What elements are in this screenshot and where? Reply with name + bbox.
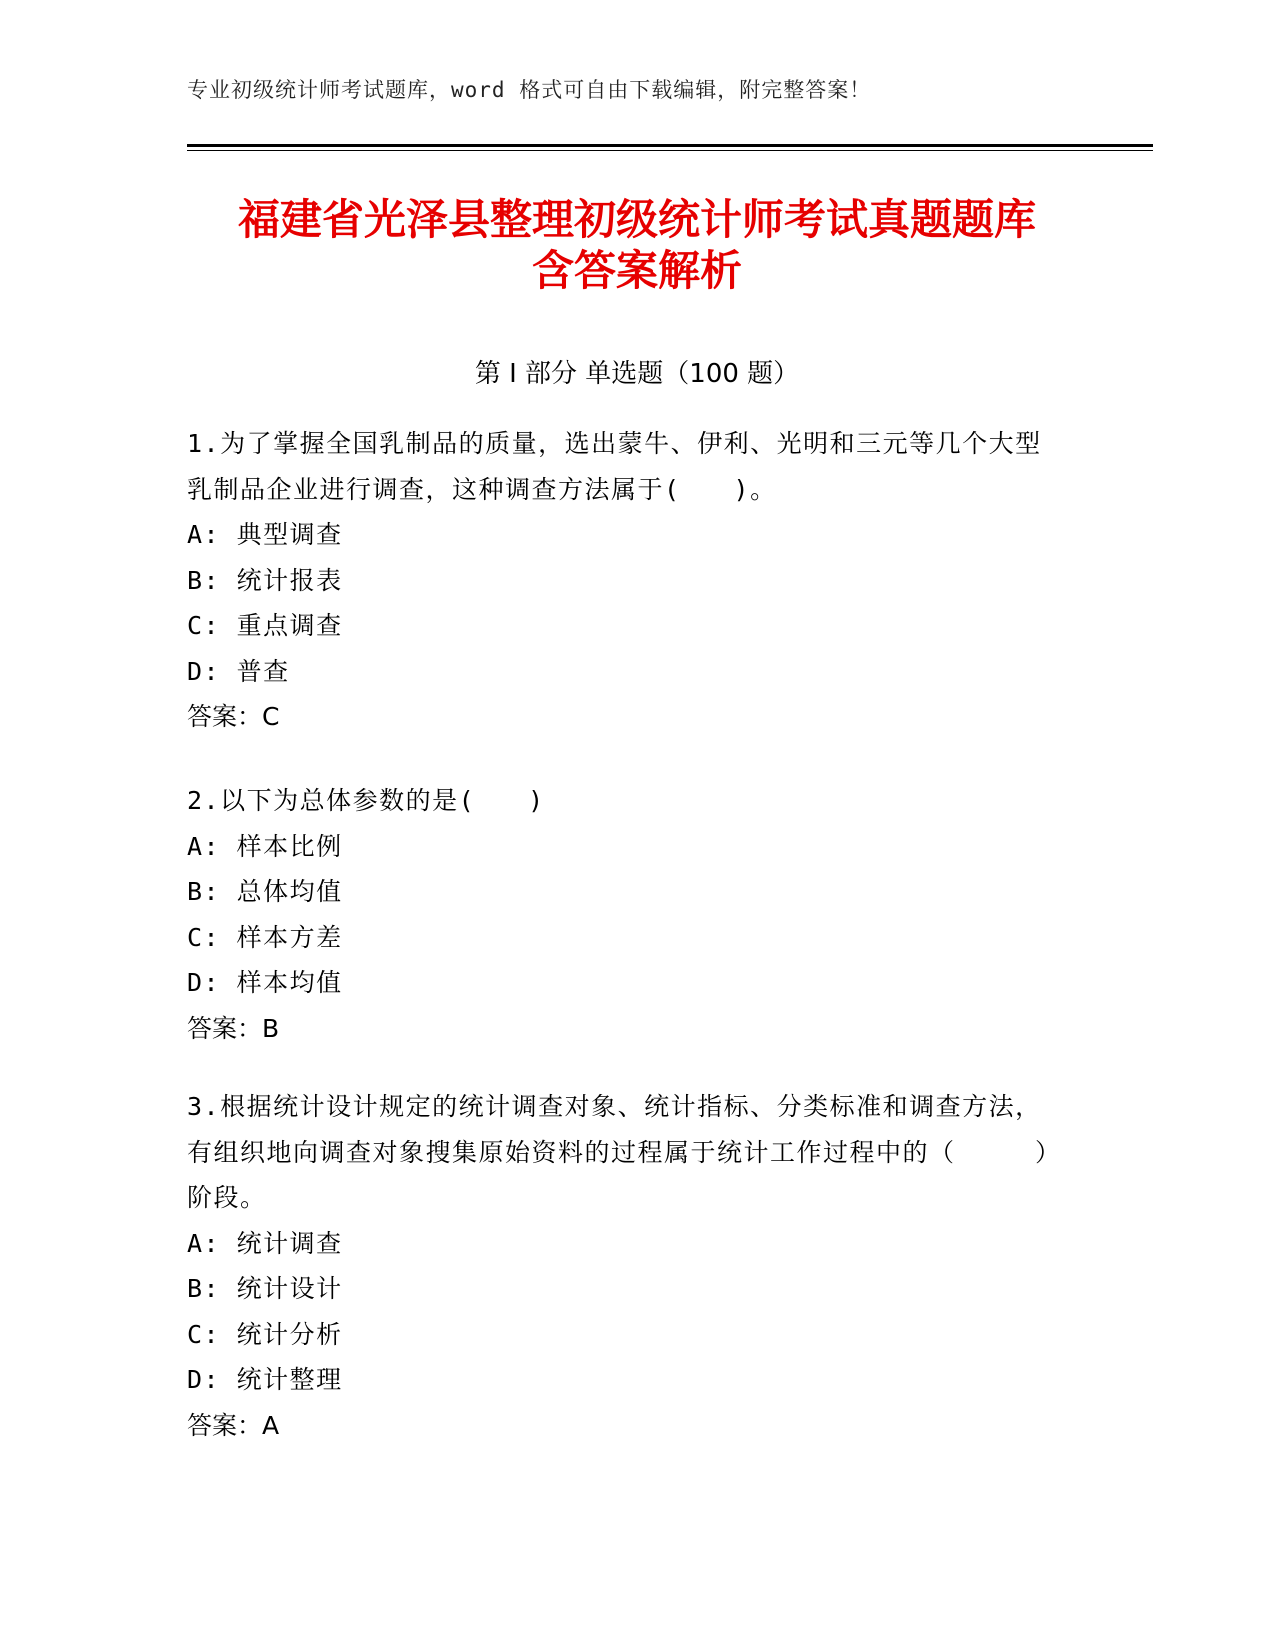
section-title: 第 I 部分 单选题（100 题） bbox=[474, 359, 800, 389]
option-d: D: 普查 bbox=[187, 656, 290, 686]
header-note: 专业初级统计师考试题库，word 格式可自由下载编辑，附完整答案！ bbox=[187, 78, 872, 102]
option-b: B: 统计报表 bbox=[187, 565, 343, 595]
question-2 bbox=[187, 778, 1067, 1051]
document-title-line-2: 含答案解析 bbox=[531, 246, 742, 295]
header-rule-thin bbox=[187, 150, 1153, 151]
option-d: D: 统计整理 bbox=[187, 1365, 343, 1394]
answer: 答案：C bbox=[187, 702, 280, 731]
document-title bbox=[187, 194, 1087, 296]
option-c: C: 重点调查 bbox=[187, 611, 343, 640]
question-3 bbox=[187, 1084, 1067, 1448]
option-c: C: 样本方差 bbox=[187, 922, 343, 952]
header-rule-thick bbox=[187, 144, 1153, 147]
answer: 答案：A bbox=[187, 1410, 280, 1440]
question-1 bbox=[187, 421, 1067, 740]
option-a: A: 典型调查 bbox=[187, 520, 343, 549]
document-title-line-1: 福建省光泽县整理初级统计师考试真题题库 bbox=[237, 195, 1036, 244]
option-a: A: 样本比例 bbox=[187, 831, 343, 861]
answer: 答案：B bbox=[187, 1013, 280, 1043]
option-a: A: 统计调查 bbox=[187, 1228, 343, 1258]
option-d: D: 样本均值 bbox=[187, 968, 343, 997]
option-b: B: 统计设计 bbox=[187, 1274, 343, 1303]
question-stem: 1.为了掌握全国乳制品的质量，选出蒙牛、伊利、光明和三元等几个大型乳制品企业进行调查，这种调查方法属于( )。 bbox=[187, 429, 1042, 504]
option-c: C: 统计分析 bbox=[187, 1319, 343, 1349]
option-b: B: 总体均值 bbox=[187, 877, 343, 906]
question-stem: 2.以下为总体参数的是( ) bbox=[187, 786, 545, 815]
question-stem: 3.根据统计设计规定的统计调查对象、统计指标、分类标准和调查方法，有组织地向调查对象搜集原始资料的过程属于统计工作过程中的（ ）阶段。 bbox=[187, 1092, 1062, 1212]
